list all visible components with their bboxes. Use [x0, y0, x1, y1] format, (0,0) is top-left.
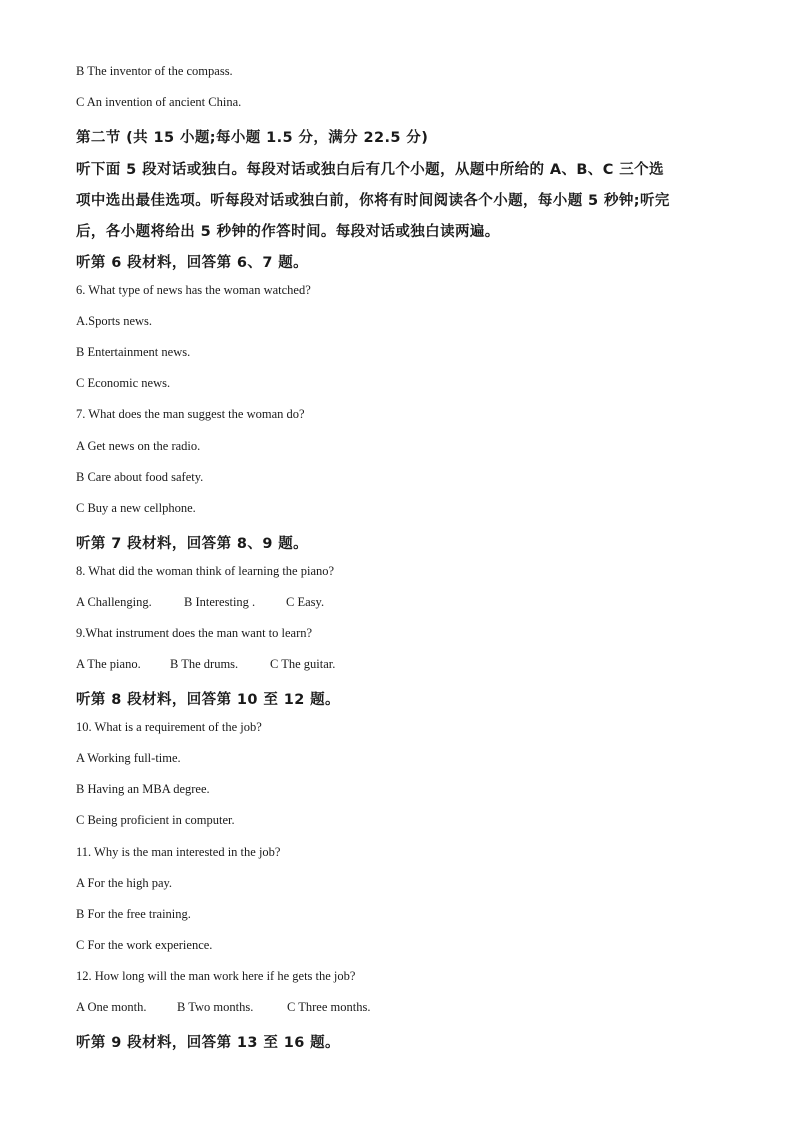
question-text: 6. What type of news has the woman watched?	[76, 283, 311, 297]
question-text: 9.What instrument does the man want to learn?	[76, 626, 313, 640]
group-heading: 听第 7 段材料，回答第 8、9 题。	[76, 536, 309, 552]
option-line: B Entertainment news.	[76, 345, 191, 359]
option-line: C Economic news.	[76, 376, 171, 390]
question-text: 10. What is a requirement of the job?	[76, 720, 262, 734]
instruction-line: 项中选出最佳选项。听每段对话或独白前，你将有时间阅读各个小题，每小题 5 秒钟;听完	[76, 193, 670, 209]
instruction-line: 后，各小题将给出 5 秒钟的作答时间。每段对话或独白读两遍。	[76, 224, 500, 240]
option: A The piano.	[76, 657, 141, 671]
inline-options	[76, 595, 324, 610]
option: B Interesting .	[184, 595, 256, 609]
option-line: A Get news on the radio.	[76, 439, 201, 453]
option: C Three months.	[287, 1000, 371, 1014]
option-line: A For the high pay.	[76, 876, 173, 890]
instruction-line: 听下面 5 段对话或独白。每段对话或独白后有几个小题，从题中所给的 A、B、C 三个选	[76, 162, 664, 178]
option: C The guitar.	[270, 657, 336, 671]
option: A Challenging.	[76, 595, 152, 609]
option: B Two months.	[177, 1000, 254, 1014]
option-line: A Working full-time.	[76, 751, 181, 765]
option: A One month.	[76, 1000, 147, 1014]
inline-options	[76, 1000, 370, 1015]
option-line: C For the work experience.	[76, 938, 213, 952]
option-line: C Buy a new cellphone.	[76, 501, 196, 515]
inline-options	[76, 657, 335, 672]
question-text: 8. What did the woman think of learning the piano?	[76, 564, 335, 578]
option-line: A.Sports news.	[76, 314, 153, 328]
option-line: B Having an MBA degree.	[76, 782, 210, 796]
option-line: B Care about food safety.	[76, 470, 204, 484]
option-line: C Being proficient in computer.	[76, 813, 235, 827]
group-heading: 听第 9 段材料，回答第 13 至 16 题。	[76, 1035, 340, 1051]
option-line: B The inventor of the compass.	[76, 64, 233, 78]
section-heading: 第二节 (共 15 小题;每小题 1.5 分，满分 22.5 分)	[76, 130, 429, 146]
group-heading: 听第 8 段材料，回答第 10 至 12 题。	[76, 692, 340, 708]
option: C Easy.	[286, 595, 325, 609]
option-line: C An invention of ancient China.	[76, 95, 242, 109]
question-text: 11. Why is the man interested in the job?	[76, 845, 281, 859]
question-text: 7. What does the man suggest the woman do?	[76, 407, 305, 421]
question-text: 12. How long will the man work here if he gets the job?	[76, 969, 356, 983]
option: B The drums.	[170, 657, 239, 671]
option-line: B For the free training.	[76, 907, 191, 921]
group-heading: 听第 6 段材料，回答第 6、7 题。	[76, 255, 309, 271]
